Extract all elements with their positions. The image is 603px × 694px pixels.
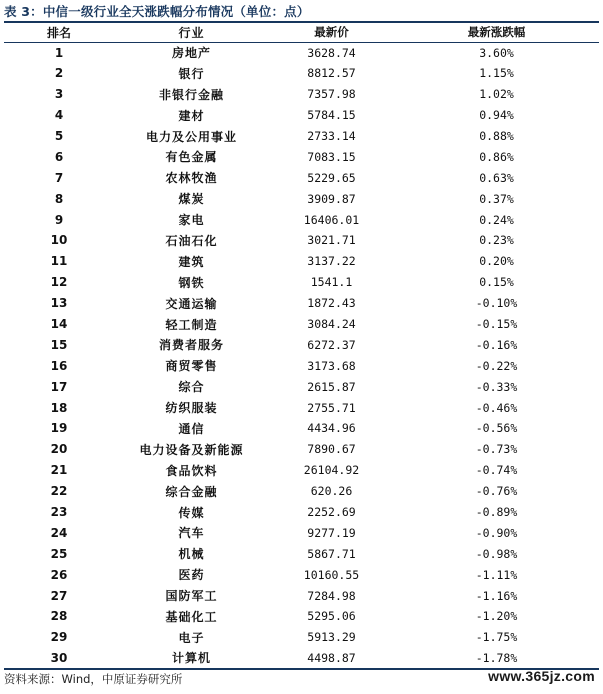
table-header (4, 22, 599, 42)
cell-industry: 消费者服务 (158, 338, 224, 353)
table-row (4, 167, 599, 188)
cell-change: 1.02% (479, 87, 514, 102)
cell-rank: 28 (50, 609, 68, 624)
table-row (4, 63, 599, 84)
source-note: 资料来源：Wind，中原证券研究所 (4, 672, 183, 686)
cell-industry: 食品饮料 (165, 463, 218, 478)
table-row (4, 481, 599, 502)
cell-rank: 26 (50, 567, 68, 582)
cell-price: 7890.67 (307, 442, 356, 457)
cell-change: 0.88% (479, 129, 514, 143)
cell-change: -0.90% (475, 525, 518, 540)
cell-price: 4498.87 (269, 648, 394, 669)
cell-change: -0.10% (475, 296, 518, 311)
cell-rank: 6 (54, 149, 64, 164)
cell-industry: 煤炭 (178, 192, 205, 207)
cell-price: 3084.24 (307, 317, 356, 332)
cell-price: 3628.74 (307, 45, 356, 60)
cell-industry: 汽车 (178, 526, 205, 541)
table-row (4, 42, 599, 63)
cell-rank: 1 (54, 45, 64, 60)
table-row (4, 146, 599, 167)
cell-rank: 11 (50, 254, 68, 269)
cell-industry: 轻工制造 (165, 317, 218, 332)
cell-industry: 建筑 (178, 254, 205, 269)
cell-industry: 商贸零售 (165, 359, 218, 374)
cell-industry: 房地产 (171, 46, 211, 61)
cell-change: -0.46% (475, 400, 518, 415)
table-row (4, 460, 599, 481)
cell-change: 0.23% (479, 233, 514, 248)
cell-rank: 23 (50, 505, 68, 520)
cell-rank: 21 (50, 463, 68, 478)
cell-industry: 交通运输 (165, 296, 218, 311)
cell-change: -1.20% (475, 609, 518, 624)
cell-price: 7284.98 (307, 588, 356, 603)
cell-change: 1.15% (479, 66, 514, 81)
cell-industry: 传媒 (178, 505, 205, 520)
cell-rank: 13 (50, 296, 68, 311)
table-row (4, 606, 599, 627)
cell-rank: 17 (50, 379, 68, 394)
cell-change: 0.20% (479, 254, 514, 269)
table-row (4, 293, 599, 314)
table-row (4, 648, 599, 669)
cell-rank: 16 (50, 358, 68, 373)
cell-industry: 石油石化 (165, 233, 218, 248)
cell-industry: 电力及公用事业 (145, 129, 237, 144)
cell-industry: 建材 (178, 108, 205, 123)
header-change: 最新涨跌幅 (394, 22, 599, 42)
cell-change: -0.76% (475, 484, 518, 499)
cell-rank: 14 (50, 317, 68, 332)
cell-price: 5867.71 (307, 546, 356, 561)
cell-price: 26104.92 (303, 463, 360, 478)
cell-change: -1.78% (394, 648, 599, 669)
table-row (4, 627, 599, 648)
cell-price: 3173.68 (307, 358, 356, 373)
table-row (4, 376, 599, 397)
cell-change: -1.75% (475, 630, 518, 645)
cell-change: -1.16% (475, 588, 518, 603)
cell-price: 2615.87 (307, 379, 356, 394)
cell-price: 5913.29 (307, 630, 356, 645)
cell-price: 8812.57 (307, 66, 356, 81)
cell-change: -0.56% (475, 421, 518, 436)
cell-price: 7357.98 (307, 87, 356, 102)
cell-change: 0.63% (479, 170, 514, 185)
cell-rank: 9 (54, 212, 64, 227)
cell-change: 0.86% (479, 149, 514, 164)
header-rank: 排名 (4, 22, 114, 42)
cell-rank: 7 (54, 170, 64, 185)
table-title: 表 3：中信一级行业全天涨跌幅分布情况（单位：点） (4, 4, 310, 19)
cell-industry: 计算机 (114, 648, 269, 669)
cell-change: -0.73% (475, 442, 518, 457)
cell-change: -0.22% (475, 358, 518, 373)
cell-change: -1.11% (475, 567, 518, 582)
cell-industry: 家电 (178, 213, 205, 228)
table-body (4, 42, 599, 669)
cell-price: 1541.1 (310, 275, 353, 290)
cell-rank: 3 (54, 87, 64, 102)
cell-price: 3137.22 (307, 254, 356, 269)
table-row (4, 188, 599, 209)
table-row (4, 585, 599, 606)
cell-industry: 银行 (178, 66, 205, 81)
table-row (4, 126, 599, 147)
cell-rank: 29 (50, 630, 68, 645)
industry-change-table (4, 21, 599, 670)
cell-industry: 有色金属 (165, 150, 218, 165)
cell-industry: 综合金融 (165, 484, 218, 499)
cell-rank: 25 (50, 546, 68, 561)
cell-price: 4434.96 (307, 421, 356, 436)
cell-industry: 综合 (178, 380, 205, 395)
cell-rank: 27 (50, 588, 68, 603)
header-industry: 行业 (114, 22, 269, 42)
table-row (4, 84, 599, 105)
cell-industry: 通信 (178, 421, 205, 436)
cell-price: 3909.87 (307, 191, 356, 206)
cell-change: -0.15% (475, 317, 518, 332)
cell-industry: 农林牧渔 (165, 171, 218, 186)
cell-change: -0.16% (475, 337, 518, 352)
table-row (4, 314, 599, 335)
cell-rank: 24 (50, 525, 68, 540)
cell-price: 5295.06 (307, 609, 356, 624)
cell-price: 7083.15 (307, 149, 356, 164)
cell-change: 0.15% (479, 275, 514, 290)
cell-industry: 电力设备及新能源 (139, 442, 244, 457)
cell-rank: 10 (50, 233, 68, 248)
cell-industry: 非银行金融 (158, 87, 224, 102)
cell-change: 0.24% (479, 212, 514, 227)
cell-industry: 电子 (178, 630, 205, 645)
table-row (4, 418, 599, 439)
table-row (4, 272, 599, 293)
cell-industry: 基础化工 (165, 609, 218, 624)
table-row (4, 397, 599, 418)
cell-industry: 纺织服装 (165, 401, 218, 416)
table-row (4, 502, 599, 523)
header-price: 最新价 (269, 22, 394, 42)
table-row (4, 105, 599, 126)
cell-industry: 机械 (178, 547, 205, 562)
cell-rank: 8 (54, 191, 64, 206)
table-row (4, 209, 599, 230)
cell-rank: 2 (54, 66, 64, 81)
cell-rank: 30 (4, 648, 114, 669)
cell-rank: 12 (50, 275, 68, 290)
cell-rank: 18 (50, 400, 68, 415)
cell-change: -0.89% (475, 505, 518, 520)
cell-rank: 15 (50, 337, 68, 352)
cell-change: -0.33% (475, 379, 518, 394)
table-row (4, 334, 599, 355)
watermark: www.365jz.com (488, 668, 595, 684)
cell-price: 16406.01 (303, 212, 360, 227)
cell-rank: 4 (54, 108, 64, 123)
table-row (4, 564, 599, 585)
cell-price: 6272.37 (307, 337, 356, 352)
header-row (4, 22, 599, 42)
cell-price: 1872.43 (307, 296, 356, 311)
cell-rank: 19 (50, 421, 68, 436)
table-row (4, 355, 599, 376)
table-row (4, 439, 599, 460)
cell-price: 3021.71 (307, 233, 356, 248)
table-row (4, 543, 599, 564)
cell-rank: 20 (50, 442, 68, 457)
cell-price: 2733.14 (307, 129, 356, 143)
cell-change: 0.94% (479, 108, 514, 123)
cell-rank: 22 (50, 484, 68, 499)
cell-price: 620.26 (310, 484, 353, 499)
table-row (4, 251, 599, 272)
cell-industry: 国防军工 (165, 589, 218, 604)
table-row (4, 230, 599, 251)
cell-price: 10160.55 (303, 567, 360, 582)
table-row (4, 522, 599, 543)
cell-price: 5784.15 (307, 108, 356, 123)
cell-price: 9277.19 (307, 525, 356, 540)
cell-rank: 5 (54, 129, 64, 143)
cell-change: 3.60% (479, 45, 514, 60)
cell-change: 0.37% (479, 191, 514, 206)
cell-price: 5229.65 (307, 170, 356, 185)
cell-industry: 钢铁 (178, 275, 205, 290)
cell-price: 2755.71 (307, 400, 356, 415)
cell-change: -0.98% (475, 546, 518, 561)
cell-industry: 医药 (178, 568, 205, 583)
cell-change: -0.74% (475, 463, 518, 478)
cell-price: 2252.69 (307, 505, 356, 520)
